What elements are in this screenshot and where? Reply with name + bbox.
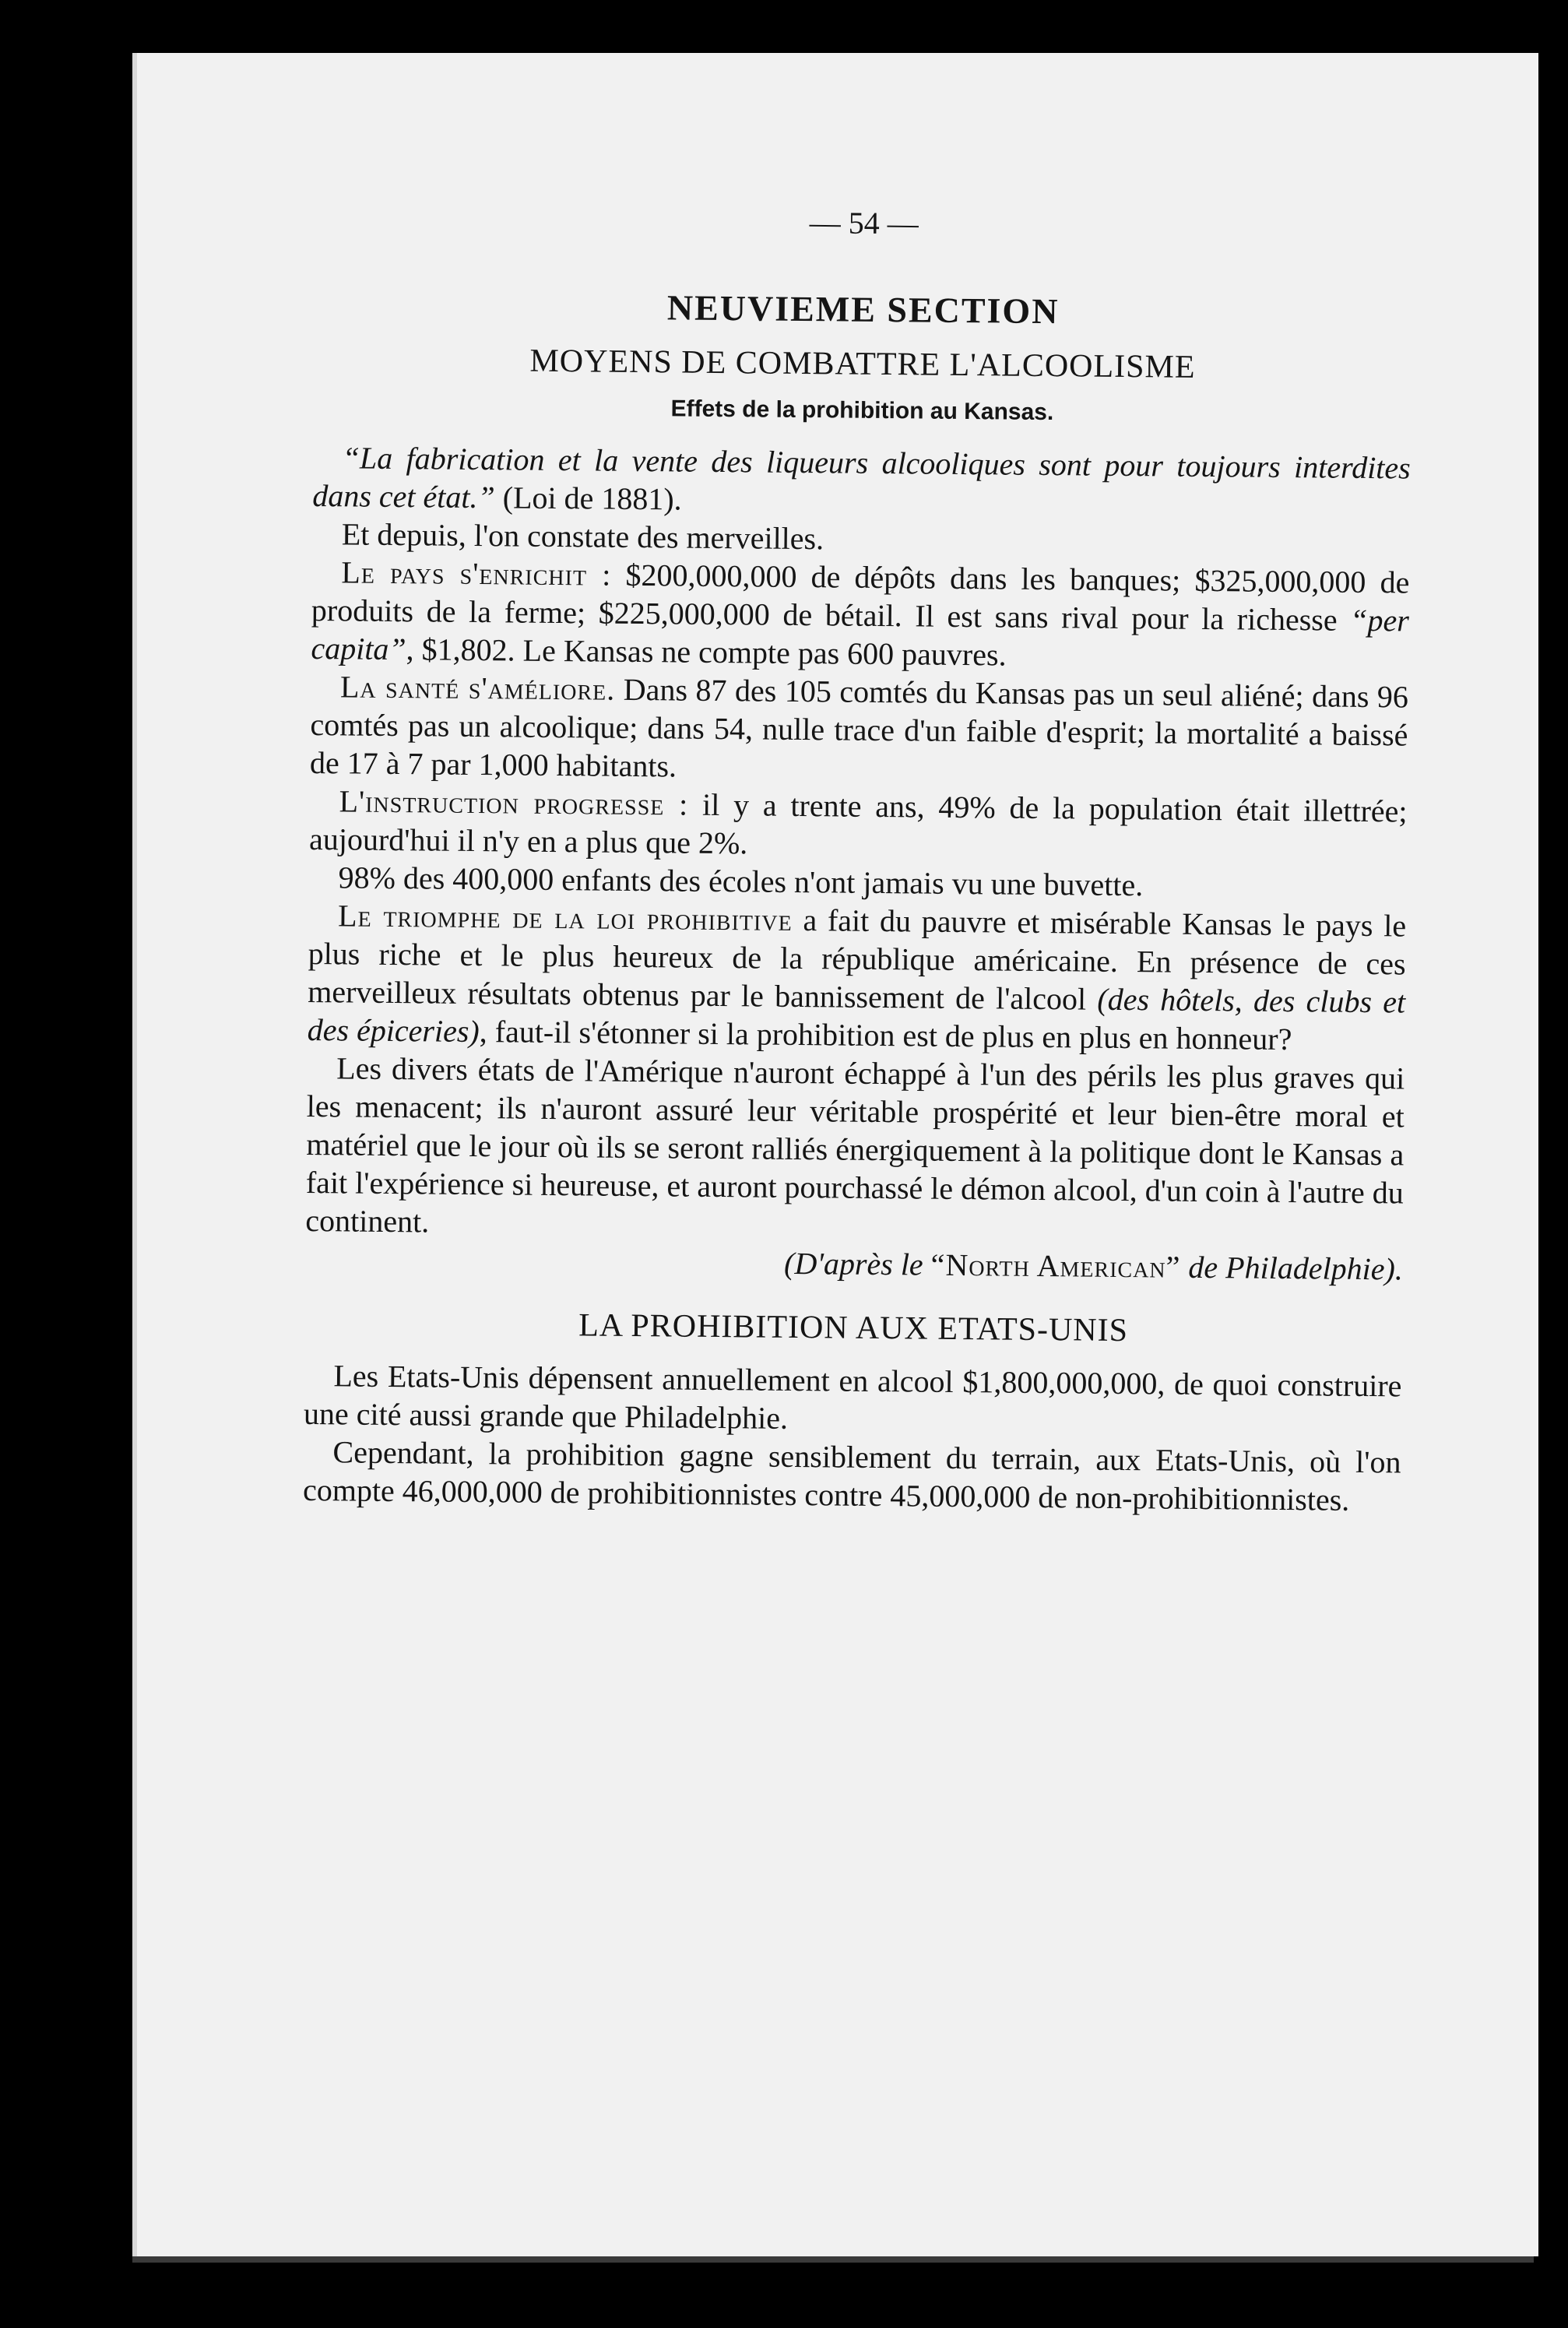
- section-heading: LA PROHIBITION AUX ETATS-UNIS: [578, 1307, 1129, 1349]
- triumph-lead: Le triomphe de la loi prohibitive: [337, 898, 793, 937]
- per-capita: “per capita”: [311, 602, 1410, 667]
- paragraph-schools: 98% des 400,000 enfants des écoles n'ont jamais vu une buvette.: [338, 860, 1144, 903]
- paragraph-wealth: Le pays s'enrichit : $200,000,000 de dépôts dans les banques; $325,000,000 de produits de la ferme; $225,000,000 de bétail. Il est sans rival pour la richesse “per capita”, $1,802. Le Kansas ne compte pas 600 pauvres.: [311, 554, 1410, 673]
- paragraph-spending: Les Etats-Unis dépensent annuellement en alcool $1,800,000,000, de quoi construire une cité aussi grande que Philadelphie.: [303, 1358, 1402, 1436]
- source-publication: “North American”: [930, 1247, 1181, 1285]
- health-lead: La santé s'améliore.: [339, 669, 616, 707]
- paragraph-states: Les divers états de l'Amérique n'auront échappé à l'un des périls les plus graves qui les menacent; ils n'auront assuré leur véritable prospérité et leur bien-être moral et matériel que le jour où ils se seront ralliés énergiquement à la politique dont le Kansas a fait l'expérience si heureuse, et auront pourchassé le démon alcool, d'un coin à l'autre du continent.: [305, 1050, 1405, 1240]
- paragraph-education: L'instruction progresse : il y a trente ans, 49% de la population était illettrée; aujourd'hui il n'y en a plus que 2%.: [308, 783, 1408, 861]
- page-edge-shadow: [132, 2256, 1534, 2263]
- source-citation: (D'après le “North American” de Philadelphie).: [783, 1245, 1404, 1287]
- paragraph-health: La santé s'améliore. Dans 87 des 105 comtés du Kansas pas un seul aliéné; dans 96 comtés pas un alcoolique; dans 54, nulle trace d'un faible d'esprit; la mortalité a baissé de 17 à 7 par 1,000 habitants.: [309, 669, 1409, 784]
- page-text: [303, 199, 1413, 1519]
- page-number: — 54 —: [809, 205, 919, 241]
- law-reference: (Loi de 1881).: [494, 480, 682, 517]
- subheading: Effets de la prohibition au Kansas.: [670, 396, 1054, 426]
- paragraph-triumph: Le triomphe de la loi prohibitive a fait du pauvre et misérable Kansas le pays le plus riche et le plus heureux de la république américaine. En présence de ces merveilleux résultats obtenus par le bannissement de l'alcool (des hôtels, des clubs et des épiceries), faut-il s'étonner si la prohibition est de plus en plus en honneur?: [307, 898, 1407, 1057]
- paragraph-prohibitionists: Cependant, la prohibition gagne sensiblement du terrain, aux Etats-Unis, où l'on compte 46,000,000 de prohibitionnistes contre 45,000,000 de non-prohibitionnistes.: [302, 1434, 1401, 1517]
- paragraph-law-quote: [312, 438, 1411, 526]
- law-quote: “La fabrication et la vente des liqueurs alcooliques sont pour toujours interdites dans cet état.”: [312, 440, 1411, 515]
- section-title: NEUVIEME SECTION: [666, 287, 1060, 332]
- education-lead: L'instruction progresse :: [339, 783, 689, 822]
- wealth-lead: Le pays s'enrichit :: [341, 554, 612, 593]
- paragraph-merveilles: Et depuis, l'on constate des merveilles.: [341, 516, 824, 557]
- chapter-heading: MOYENS DE COMBATTRE L'ALCOOLISME: [529, 343, 1196, 385]
